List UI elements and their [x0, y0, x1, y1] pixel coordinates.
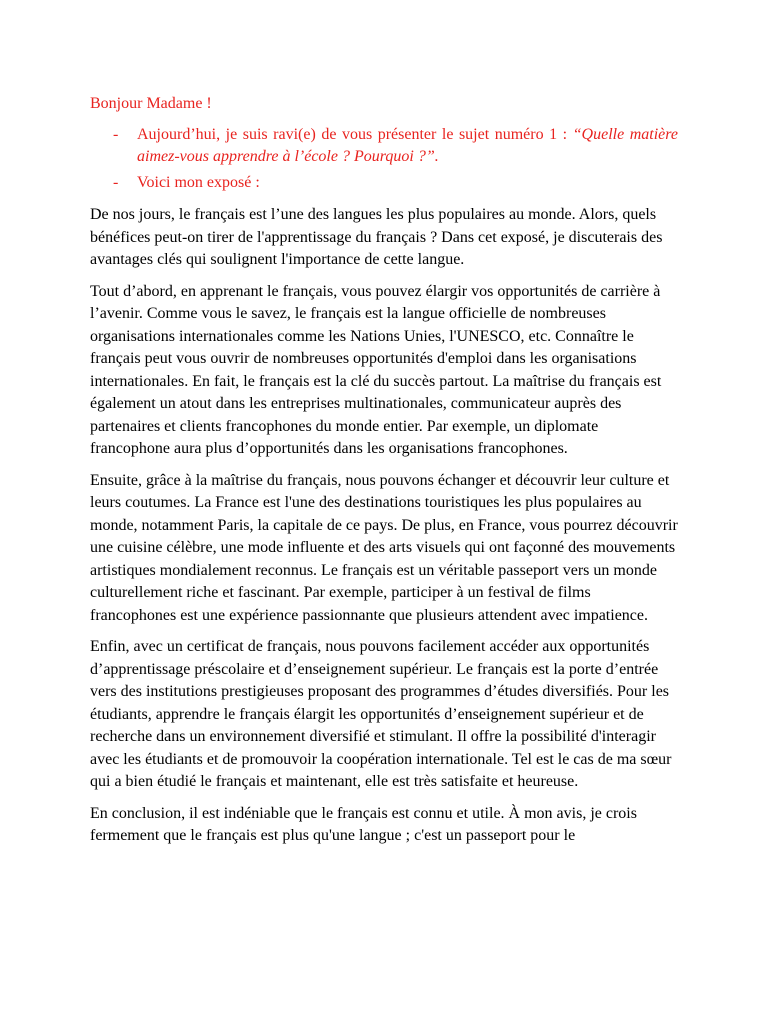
topic-question: “Quelle matière aimez-vous apprendre à l’école ? Pourquoi ?”. — [137, 126, 679, 165]
intro-item-text: Voici mon exposé : — [137, 174, 260, 191]
document-page — [90, 93, 678, 857]
intro-item-text: Aujourd’hui, je suis ravi(e) de vous présenter le sujet numéro 1 : — [137, 126, 573, 143]
intro-list — [90, 124, 678, 194]
greeting-line: Bonjour Madame ! — [90, 95, 212, 112]
list-dash: - — [113, 126, 119, 143]
paragraph-career: Tout d’abord, en apprenant le français, vous pouvez élargir vos opportunités de carrière à l’avenir. Comme vous le savez, le français est la langue officielle de nombreuses organisations internationales comme les Nations Unies, l'UNESCO, etc. Connaître le français peut vous ouvrir de nombreuses opportunités d'emploi dans les organisations internationales. En fait, le français est la clé du succès partout. La maîtrise du français est également un atout dans les entreprises multinationales, communicateur auprès des partenaires et clients francophones du monde entier. Par exemple, un diplomate francophone aura plus d’opportunités dans les organisations francophones. — [90, 282, 662, 457]
intro-item-topic — [90, 124, 678, 168]
list-dash: - — [113, 174, 119, 191]
paragraph-culture: Ensuite, grâce à la maîtrise du français, nous pouvons échanger et découvrir leur culture et leurs coutumes. La France est l'une des destinations touristiques les plus populaires au monde, notamment Paris, la capitale de ce pays. De plus, en France, vous pourrez découvrir une cuisine célèbre, une mode influente et des arts visuels qui ont façonné des mouvements artistiques mondialement reconnus. Le français est un véritable passeport vers un monde culturellement riche et fascinant. Par exemple, participer à un festival de films francophones est une expérience passionnante que plusieurs attendent avec impatience. — [90, 471, 678, 624]
paragraph-conclusion: En conclusion, il est indéniable que le français est connu et utile. À mon avis, je crois fermement que le français est plus qu'une langue ; c'est un passeport pour le — [90, 804, 637, 844]
intro-item-expose — [90, 172, 678, 194]
paragraph-introduction: De nos jours, le français est l’une des langues les plus populaires au monde. Alors, quels bénéfices peut-on tirer de l'apprentissage du français ? Dans cet exposé, je discuterais des avantages clés qui soulignent l'importance de cette langue. — [90, 206, 663, 268]
paragraph-education: Enfin, avec un certificat de français, nous pouvons facilement accéder aux opportunités d’apprentissage préscolaire et d’enseignement supérieur. Le français est la porte d’entrée vers des institutions prestigieuses proposant des programmes d’études diversifiés. Pour les étudiants, apprendre le français élargit les opportunités d’enseignement supérieur et de recherche dans un environnement diversifié et stimulant. Il offre la possibilité d'interagir avec les étudiants et de promouvoir la coopération internationale. Tel est le cas de ma sœur qui a bien étudié le français et maintenant, elle est très satisfaite et heureuse. — [90, 638, 672, 790]
